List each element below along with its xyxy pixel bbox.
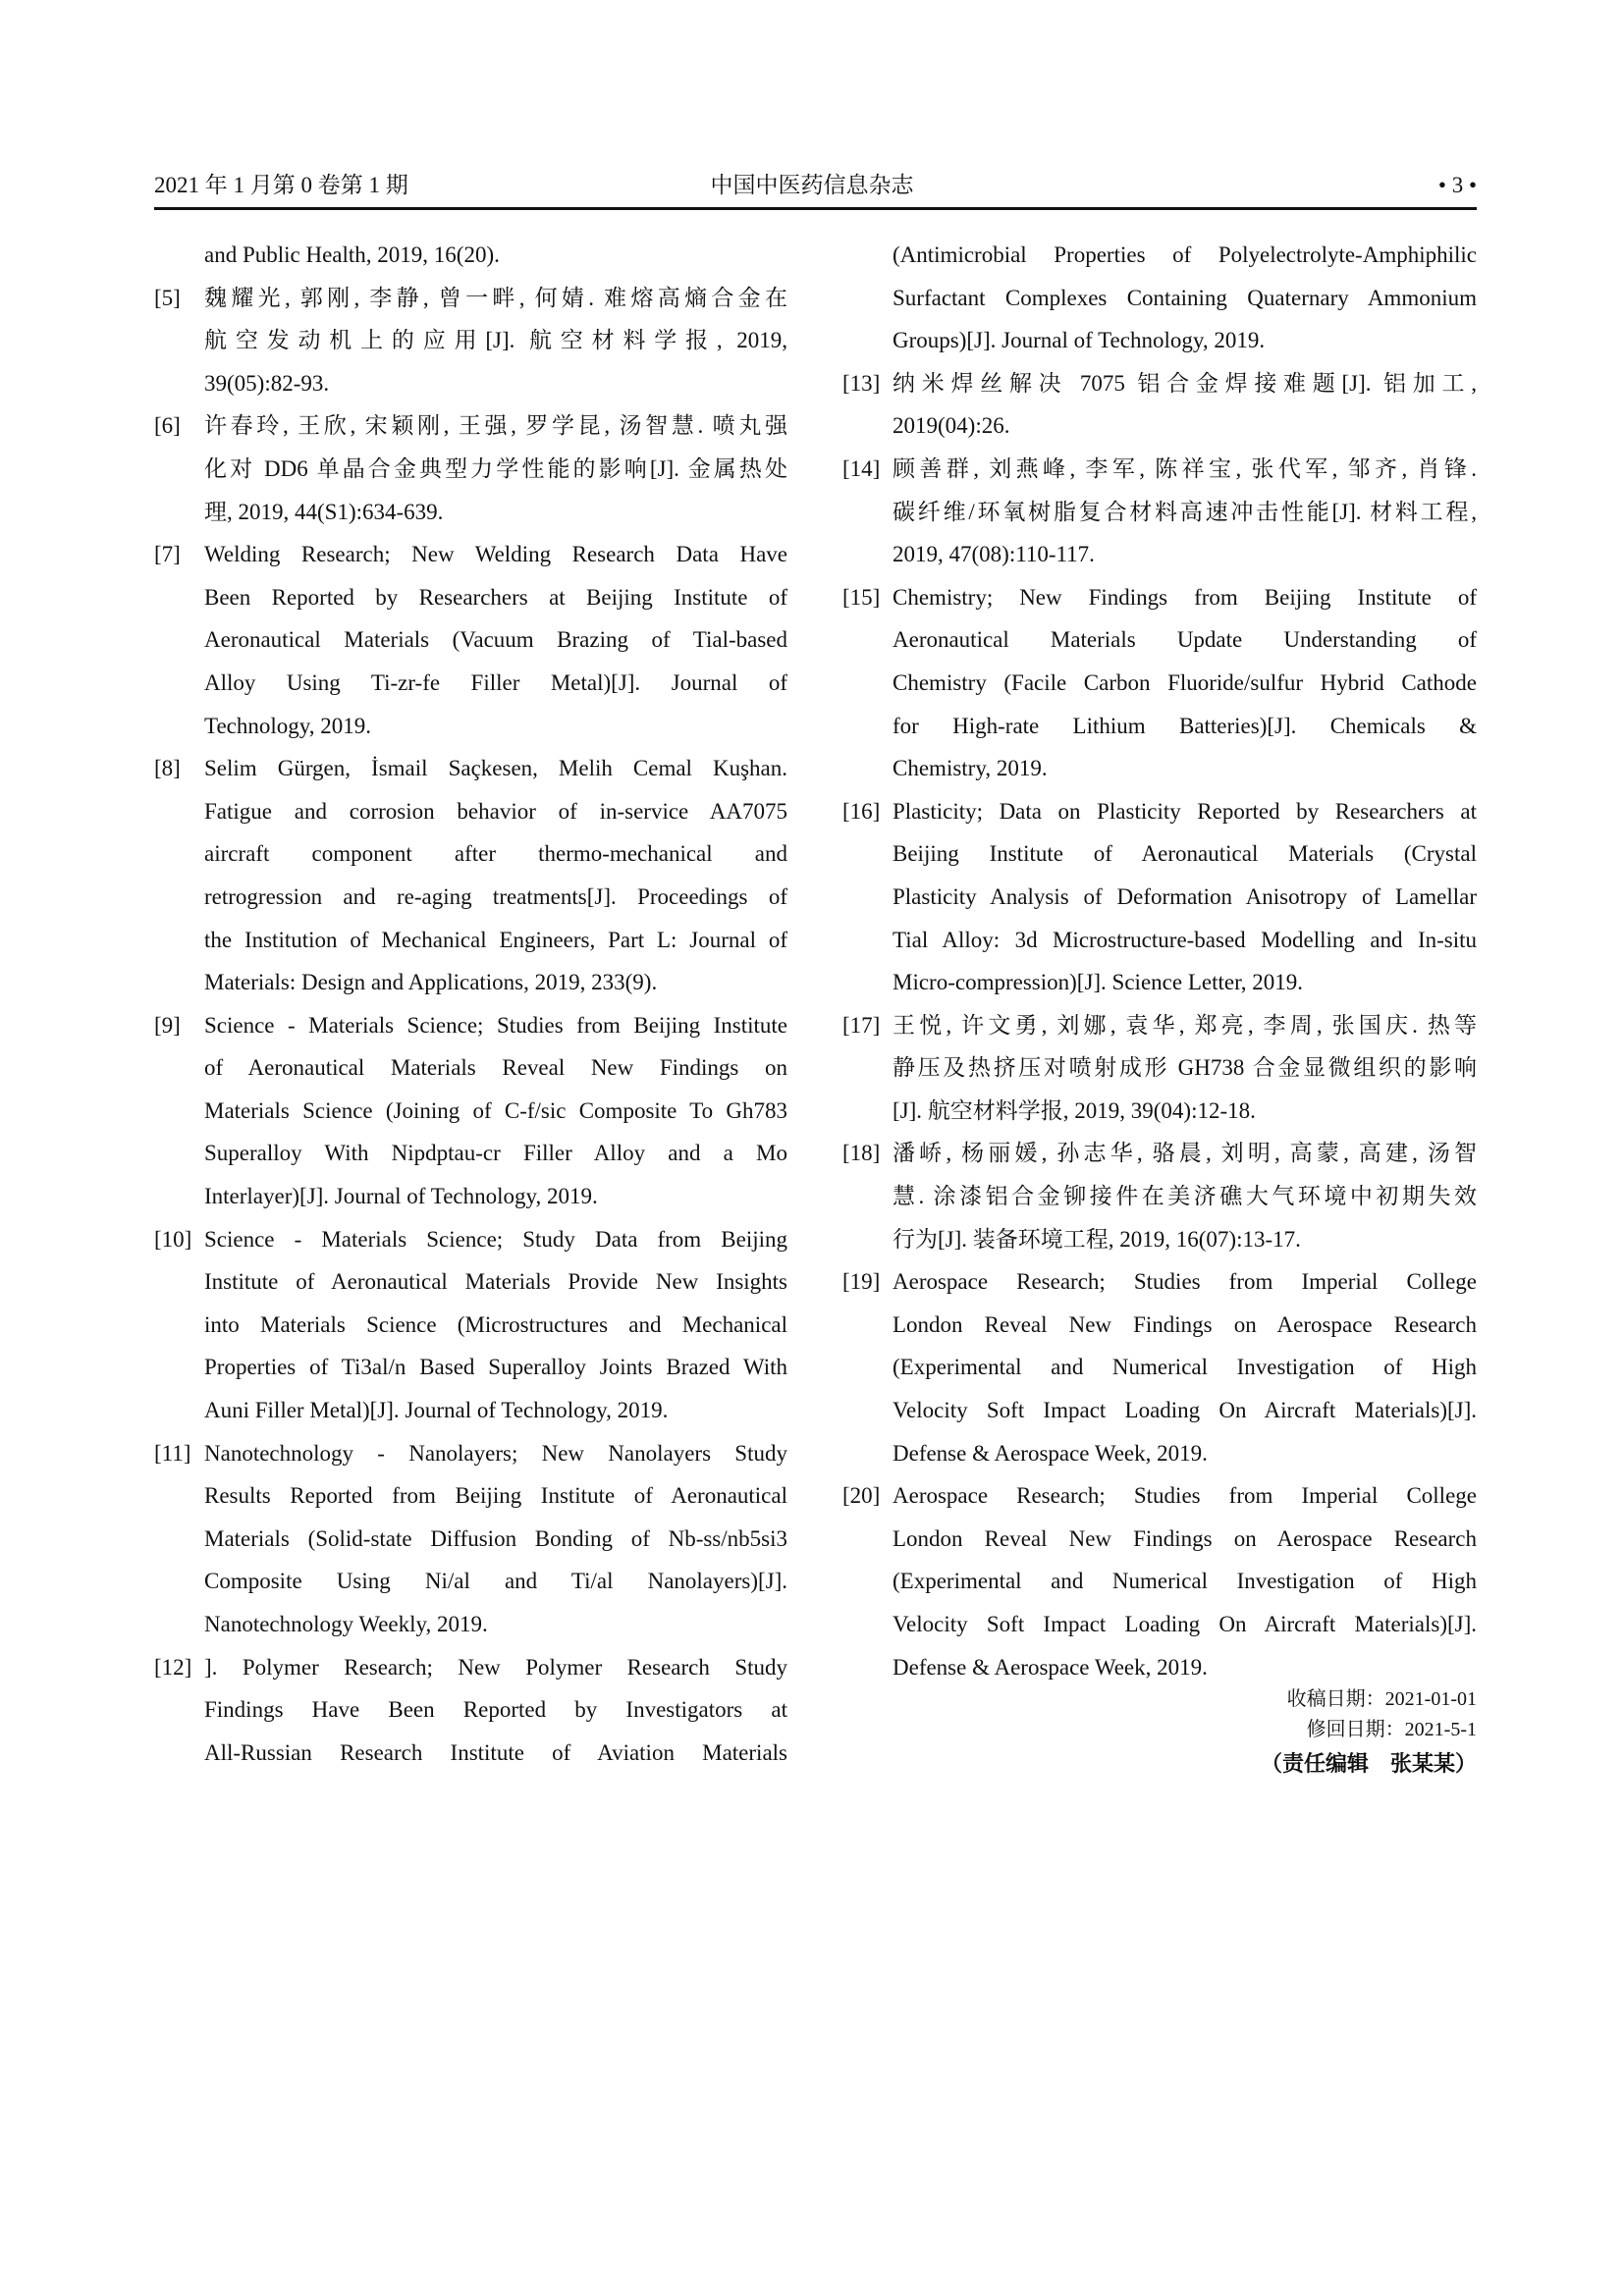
reference-text-line: London Reveal New Findings on Aerospace Research — [893, 1311, 1477, 1337]
reference-number: [13] — [842, 370, 881, 396]
reference-text-line: Superalloy With Nipdptau-cr Filler Alloy and a Mo — [204, 1141, 787, 1166]
reference-text-line: 化对 DD6 单晶合金典型力学性能的影响[J]. 金属热处 — [204, 455, 787, 481]
reference-continuation — [842, 234, 1477, 362]
reference-text-line: 纳米焊丝解决 7075 铝合金焊接难题[J]. 铝加工, — [893, 370, 1477, 396]
reference-text-line: Fatigue and corrosion behavior of in-service AA7075 — [204, 798, 787, 824]
reference-item — [154, 1218, 787, 1432]
reference-text-line: Composite Using Ni/al and Ti/al Nanolayers)[J]. — [204, 1569, 787, 1594]
reference-text-line: 理, 2019, 44(S1):634-639. — [204, 499, 444, 524]
references-left-column — [154, 234, 787, 1774]
reference-text-line: Aerospace Research; Studies from Imperial College — [893, 1269, 1477, 1295]
reference-item — [154, 1004, 787, 1218]
reference-text-line: 慧. 涂漆铝合金铆接件在美济礁大气环境中初期失效 — [893, 1184, 1477, 1209]
reference-text-line: 顾善群, 刘燕峰, 李军, 陈祥宝, 张代军, 邹齐, 肖锋. — [893, 455, 1477, 481]
received-date: 收稿日期：2021-01-01 — [1286, 1688, 1477, 1710]
reference-number: [19] — [842, 1269, 881, 1295]
reference-text-line: Chemistry; New Findings from Beijing Institute of — [893, 584, 1477, 610]
reference-text-line: Defense & Aerospace Week, 2019. — [893, 1440, 1208, 1466]
reference-text-line: Nanotechnology Weekly, 2019. — [204, 1612, 488, 1636]
reference-number: [16] — [842, 798, 881, 824]
reference-text-line: Aeronautical Materials Update Understanding of — [893, 627, 1477, 653]
reference-item — [842, 1004, 1477, 1133]
reference-number: [7] — [154, 542, 181, 567]
page-number: • 3 • — [1437, 173, 1477, 197]
reference-text-line: (Experimental and Numerical Investigation of High — [893, 1355, 1477, 1380]
reference-text-line: 39(05):82-93. — [204, 370, 330, 396]
reference-text-line: Findings Have Been Reported by Investigators at — [204, 1697, 787, 1723]
reference-text-line: Chemistry, 2019. — [893, 756, 1048, 781]
reference-number: [11] — [154, 1440, 191, 1466]
reference-number: [6] — [154, 413, 181, 439]
reference-item — [842, 362, 1477, 448]
issue-info: 2021 年 1 月第 0 卷第 1 期 — [154, 173, 408, 197]
reference-text-line: Defense & Aerospace Week, 2019. — [893, 1654, 1208, 1680]
reference-text-line: Interlayer)[J]. Journal of Technology, 2019. — [204, 1184, 598, 1209]
reference-text-line: Institute of Aeronautical Materials Provide New Insights — [204, 1269, 787, 1295]
reference-number: [9] — [154, 1012, 181, 1038]
article-footer — [1261, 1684, 1477, 1778]
reference-text-line: (Antimicrobial Properties of Polyelectrolyte-Amphiphilic — [893, 242, 1477, 267]
journal-title: 中国中医药信息杂志 — [710, 173, 914, 197]
reference-text-line: [J]. 航空材料学报, 2019, 39(04):12-18. — [893, 1097, 1256, 1123]
reference-text-line: Beijing Institute of Aeronautical Materials (Crystal — [893, 841, 1477, 867]
reference-text-line: and Public Health, 2019, 16(20). — [204, 242, 500, 267]
reference-text-line: (Experimental and Numerical Investigation of High — [893, 1569, 1477, 1594]
reference-text-line: Alloy Using Ti-zr-fe Filler Metal)[J]. Journal of — [204, 669, 787, 695]
reference-item — [842, 1260, 1477, 1474]
reference-text-line: aircraft component after thermo-mechanical and — [204, 841, 787, 867]
reference-text-line: Aeronautical Materials (Vacuum Brazing of Tial-based — [204, 627, 787, 653]
reference-text-line: Materials Science (Joining of C-f/sic Composite To Gh783 — [204, 1097, 787, 1123]
reference-text-line: the Institution of Mechanical Engineers, Part L: Journal of — [204, 927, 787, 952]
reference-text-line: Chemistry (Facile Carbon Fluoride/sulfur Hybrid Cathode — [893, 669, 1477, 695]
responsible-editor: （责任编辑 张某某） — [1260, 1752, 1477, 1777]
reference-item — [154, 1432, 787, 1646]
reference-text-line: All-Russian Research Institute of Aviation Materials — [204, 1739, 787, 1765]
reference-text-line: 2019(04):26. — [893, 413, 1010, 439]
reference-item — [154, 1646, 787, 1775]
reference-text-line: Velocity Soft Impact Loading On Aircraft Materials)[J]. — [893, 1398, 1477, 1423]
reference-text-line: into Materials Science (Microstructures and Mechanical — [204, 1311, 787, 1337]
revised-date: 修回日期：2021-5-1 — [1306, 1719, 1477, 1740]
reference-text-line: Selim Gürgen, İsmail Saçkesen, Melih Cemal Kuşhan. — [204, 756, 787, 781]
reference-text-line: Properties of Ti3al/n Based Superalloy Joints Brazed With — [204, 1355, 787, 1380]
reference-text-line: Micro-compression)[J]. Science Letter, 2019. — [893, 970, 1304, 995]
reference-item — [842, 1132, 1477, 1260]
reference-text-line: Groups)[J]. Journal of Technology, 2019. — [893, 328, 1266, 353]
reference-item — [154, 404, 787, 533]
reference-item — [842, 576, 1477, 790]
reference-text-line: Aerospace Research; Studies from Imperial College — [893, 1483, 1477, 1509]
reference-text-line: for High-rate Lithium Batteries)[J]. Chemicals & — [893, 713, 1477, 738]
reference-text-line: Materials (Solid-state Diffusion Bonding of Nb-ss/nb5si3 — [204, 1525, 787, 1551]
reference-text-line: 2019, 47(08):110-117. — [893, 542, 1095, 567]
reference-item — [842, 790, 1477, 1004]
header-rule — [154, 207, 1477, 210]
reference-text-line: Technology, 2019. — [204, 713, 372, 738]
reference-number: [17] — [842, 1012, 881, 1038]
reference-text-line: Surfactant Complexes Containing Quaternary Ammonium — [893, 285, 1477, 310]
reference-text-line: Velocity Soft Impact Loading On Aircraft Materials)[J]. — [893, 1612, 1477, 1636]
reference-number: [20] — [842, 1483, 881, 1509]
reference-item — [154, 277, 787, 405]
reference-text-line: Science - Materials Science; Studies from Beijing Institute — [204, 1012, 787, 1038]
reference-text-line: 行为[J]. 装备环境工程, 2019, 16(07):13-17. — [893, 1226, 1301, 1252]
reference-text-line: London Reveal New Findings on Aerospace Research — [893, 1525, 1477, 1551]
reference-number: [18] — [842, 1141, 881, 1166]
reference-text-line: 潘峤, 杨丽媛, 孙志华, 骆晨, 刘明, 高蒙, 高建, 汤智 — [893, 1141, 1477, 1166]
reference-item — [842, 448, 1477, 576]
reference-continuation — [154, 234, 787, 277]
reference-text-line: 碳纤维/环氧树脂复合材料高速冲击性能[J]. 材料工程, — [893, 499, 1477, 524]
reference-text-line: Been Reported by Researchers at Beijing Institute of — [204, 584, 787, 610]
reference-text-line: 静压及热挤压对喷射成形 GH738 合金显微组织的影响 — [893, 1055, 1477, 1081]
reference-text-line: Results Reported from Beijing Institute of Aeronautical — [204, 1483, 787, 1509]
reference-text-line: 王悦, 许文勇, 刘娜, 袁华, 郑亮, 李周, 张国庆. 热等 — [893, 1012, 1477, 1038]
reference-text-line: retrogression and re-aging treatments[J]. Proceedings of — [204, 883, 787, 909]
reference-text-line: Plasticity; Data on Plasticity Reported by Researchers at — [893, 798, 1477, 824]
reference-number: [5] — [154, 285, 181, 310]
reference-text-line: Science - Materials Science; Study Data from Beijing — [204, 1226, 787, 1252]
reference-text-line: Auni Filler Metal)[J]. Journal of Technology, 2019. — [204, 1398, 669, 1423]
reference-text-line: Plasticity Analysis of Deformation Anisotropy of Lamellar — [893, 883, 1477, 909]
reference-item — [842, 1474, 1477, 1688]
reference-number: [14] — [842, 455, 881, 481]
reference-text-line: Materials: Design and Applications, 2019, 233(9). — [204, 970, 658, 995]
reference-number: [10] — [154, 1226, 192, 1252]
reference-text-line: 许春玲, 王欣, 宋颖刚, 王强, 罗学昆, 汤智慧. 喷丸强 — [204, 413, 787, 439]
reference-text-line: of Aeronautical Materials Reveal New Findings on — [204, 1055, 787, 1081]
reference-text-line: Welding Research; New Welding Research Data Have — [204, 542, 787, 567]
references-right-column — [842, 234, 1477, 1688]
reference-text-line: 航空发动机上的应用[J]. 航空材料学报, 2019, — [204, 328, 787, 353]
reference-number: [12] — [154, 1654, 192, 1680]
reference-text-line: Nanotechnology - Nanolayers; New Nanolayers Study — [204, 1440, 787, 1466]
reference-item — [154, 533, 787, 747]
reference-number: [15] — [842, 584, 881, 610]
reference-item — [154, 747, 787, 1004]
reference-number: [8] — [154, 756, 181, 781]
reference-text-line: Tial Alloy: 3d Microstructure-based Modelling and In-situ — [893, 927, 1477, 952]
reference-text-line: 魏耀光, 郭刚, 李静, 曾一畔, 何婧. 难熔高熵合金在 — [204, 285, 787, 310]
reference-text-line: ]. Polymer Research; New Polymer Research Study — [204, 1654, 787, 1680]
